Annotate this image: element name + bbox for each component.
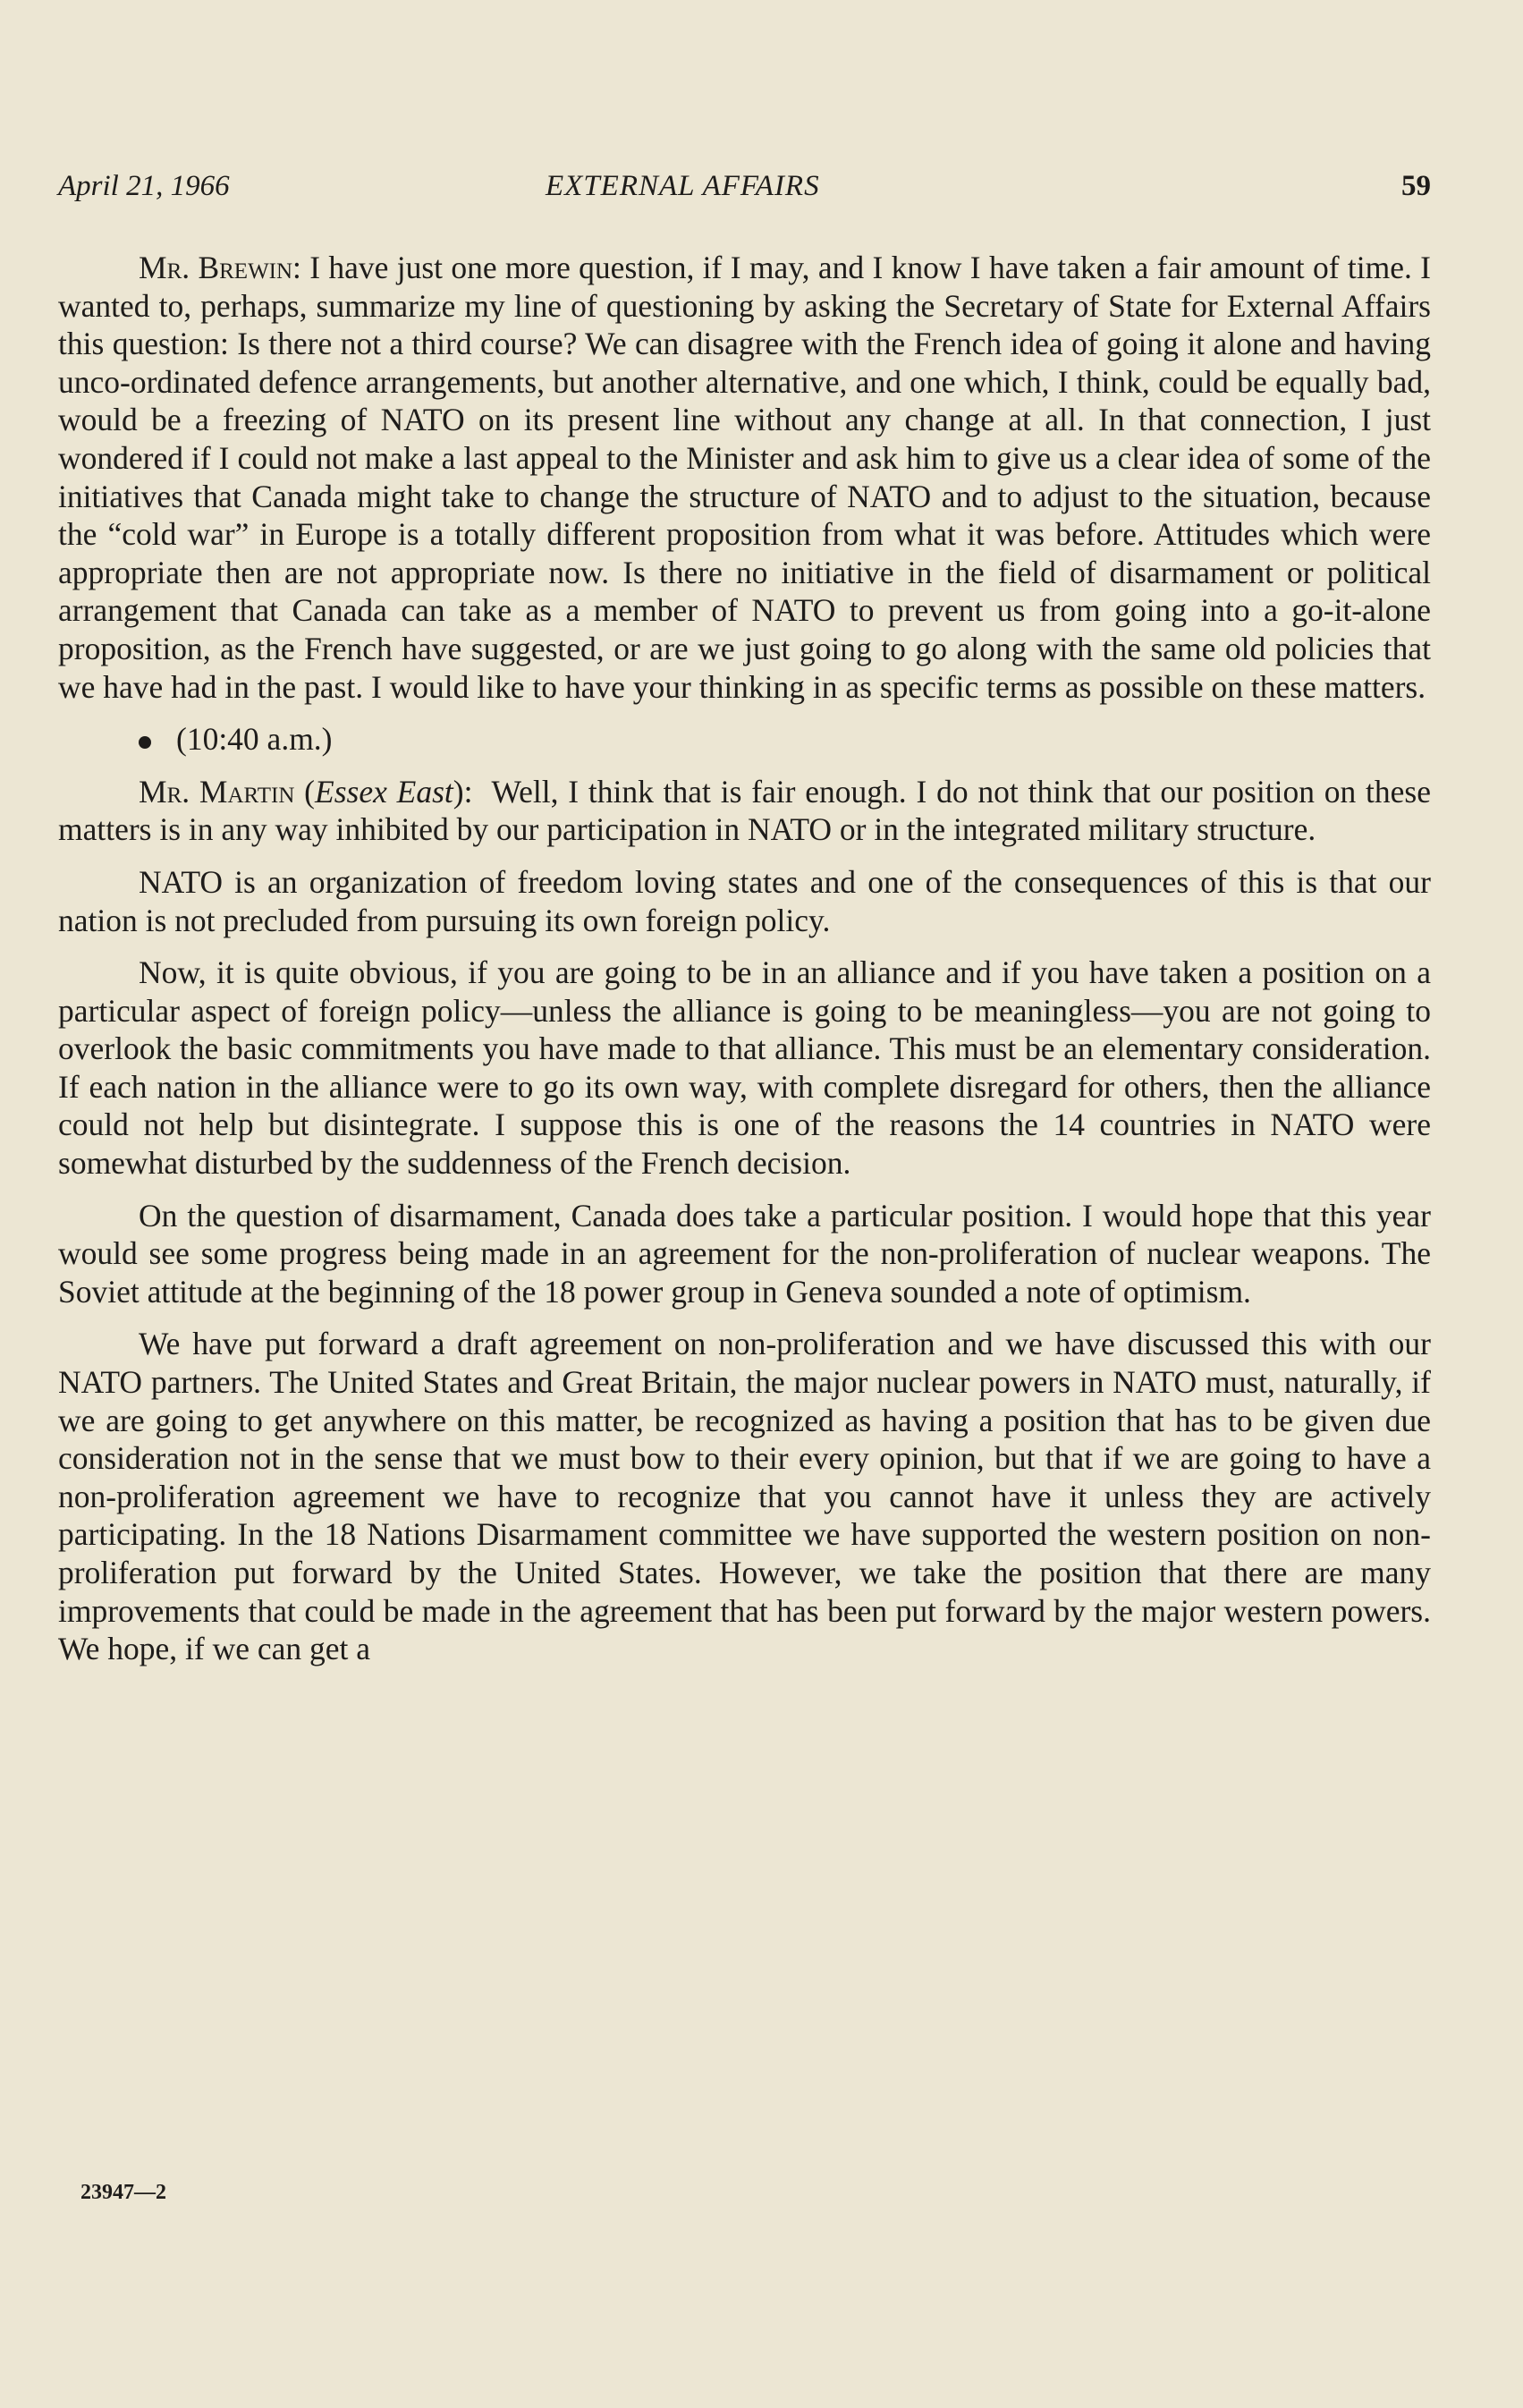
paragraph: Now, it is quite obvious, if you are going to be in an alliance and if you have taken a position on a particular aspect of foreign policy—unless the alliance is going to be meaningless—you are not going to overlook the basic commitments you have made to that alliance. This must be an elementary consideration. If each nation in the alliance were to go its own way, with complete disregard for others, then the alliance could not help but disintegrate. I suppose this is one of the reasons the 14 countries in NATO were somewhat disturbed by the suddenness of the French decision. (58, 954, 1431, 1182)
running-head (58, 170, 1431, 215)
paragraph-text: Well, I think that is fair enough. I do not think that our position on these matters is in any way inhibited by our participation in NATO or in the integrated military structure. (58, 773, 1432, 848)
timestamp: (10:40 a.m.) (176, 721, 333, 758)
paragraph: We have put forward a draft agreement on non-proliferation and we have discussed this with our NATO partners. The United States and Great Britain, the major nuclear powers in NATO must, naturally, if we are going to get anywhere on this matter, be recognized as having a position that has to be given due consideration not in the sense that we must bow to their every opinion, but that if we are going to have a non-proliferation agreement we have to recognize that you cannot have it unless they are actively participating. In the 18 Nations Disarmament committee we have supported the western position on non-proliferation put forward by the United States. However, we take the position that there are many improvements that could be made in the agreement that has been put forward by the major western powers. We hope, if we can get a (58, 1326, 1431, 1667)
timestamp-line (58, 720, 1431, 759)
speaker-martin: Mr. Martin (139, 773, 295, 810)
paragraph-brewin (58, 249, 1431, 706)
speaker-riding: Essex East (315, 773, 453, 810)
body-text (58, 249, 1431, 1668)
header-title: EXTERNAL AFFAIRS (546, 170, 820, 202)
page-number: 59 (1401, 170, 1431, 202)
paragraph-text: I have just one more question, if I may, and I know I have taken a fair amount of time. I wanted to, perhaps, summarize my line of questioning by asking the Secretary of State for External Affairs this question: Is there not a third course? We can disagree with the French idea of going it alone and having unco-ordinated defence arrangements, but another alternative, and one which, I think, could be equally bad, would be a freezing of NATO on its present line without any change at all. In that connection, I just wondered if I could not make a last appeal to the Minister and ask him to give us a clear idea of some of the initiatives that Canada might take to change the structure of NATO and to adjust to the situation, because the “cold war” in Europe is a totally different proposition from what it was before. Attitudes which were appropriate then are not appropriate now. Is there no initiative in the field of disarmament or political arrangement that Canada can take as a member of NATO to prevent us from going into a go-it-alone proposition, as the French have suggested, or are we just going to go along with the same old policies that we have had in the past. I would like to have your thinking in as specific terms as possible on these matters. (58, 250, 1431, 705)
bullet-icon (139, 736, 151, 749)
page (58, 170, 1431, 1683)
footer-code: 23947—2 (80, 2181, 166, 2204)
header-date: April 21, 1966 (58, 170, 230, 202)
paragraph-martin: Mr. Martin (Essex East): Well, I think that is fair enough. I do not think that our position on these matters is in any way inhibited by our participation in NATO or in the integrated military structure. (58, 773, 1432, 848)
speaker-brewin: Mr. Brewin: (139, 250, 301, 285)
paragraph: On the question of disarmament, Canada does take a particular position. I would hope that this year would see some progress being made in an agreement for the non-proliferation of nuclear weapons. The Soviet attitude at the beginning of the 18 power group in Geneva sounded a note of optimism. (58, 1197, 1431, 1310)
paragraph: NATO is an organization of freedom loving states and one of the consequences of this is that our nation is not precluded from pursuing its own foreign policy. (58, 863, 1431, 938)
